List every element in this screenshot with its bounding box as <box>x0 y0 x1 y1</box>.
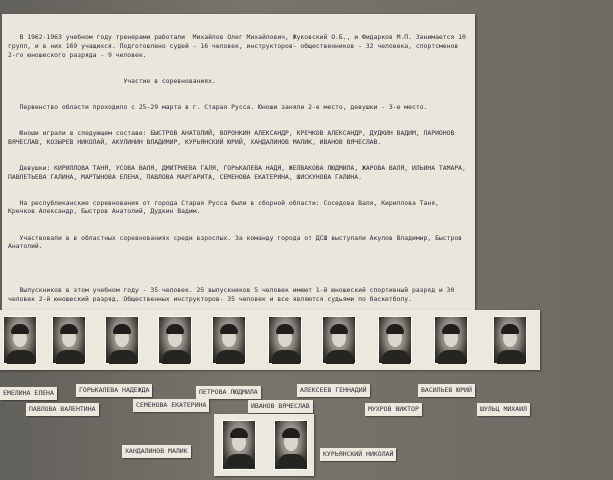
student-photo <box>274 420 308 470</box>
typed-report-sheet <box>2 14 475 310</box>
name-label: ВАСИЛЬЕВ ЮРИЙ <box>418 384 475 397</box>
name-label: ПЕТРОВА ЛЮДМИЛА <box>196 386 261 399</box>
name-label: ЕМЕЛИНА ЕЛЕНА <box>0 387 57 400</box>
student-photo <box>378 316 412 364</box>
name-label: СЕМЕНОВА ЕКАТЕРИНА <box>133 399 209 412</box>
student-photo <box>322 316 356 364</box>
student-photo <box>268 316 302 364</box>
name-label: АЛЕКСЕЕВ ГЕННАДИЙ <box>297 384 370 397</box>
student-photo <box>222 420 256 470</box>
name-label: ПАВЛОВА ВАЛЕНТИНА <box>26 403 99 416</box>
report-paragraph: На республиканские соревнования от города Старая Русса были в сборной области: Соседова Валя, Кириллова Таня, Кречков Александр, Быстров Анатолий, Дудкин Вадим. <box>8 198 443 216</box>
student-photo <box>52 316 86 364</box>
report-paragraph: Девушки: КИРИЛЛОВА ТАНЯ, УСОВА ВАЛЯ, ДМИТРИЕВА ГАЛЯ, ГОРЬКАЛЕВА НАДЯ, ЖЕЛВАКОВА ЛЮДМИЛА, ЖАРОВА ВАЛЯ, ИЛЬИНА ТАМАРА, ПАВЛЕТЬЕВА ГАЛИНА, МАРТЫНОВА ЕЛЕНА, ПАВЛОВА МАРГАРИТА, СЕМЕНОВА ЕКАТЕРИНА, ШИСКУНОВА ГАЛИНА. <box>8 163 470 181</box>
name-label: КУРЬЯНСКИЙ НИКОЛАЙ <box>320 448 396 461</box>
report-paragraph: Юноши играли в следующем составе: БЫСТРОВ АНАТОЛИЙ, ВОРОНКИН АЛЕКСАНДР, КРЕЧКОВ АЛЕКСАНДР, ДУДКИН ВАДИМ, ЛАРИОНОВ ВЯЧЕСЛАВ, КОЗЫРЕВ НИКОЛАЙ, АКУЛИНИН ВЛАДИМИР, КУРЬЯНСКИЙ ЮРИЙ, ХАНДАЛИНОВ МАЛИК, ИВАНОВ ВЯЧЕСЛАВ. <box>8 129 459 146</box>
report-paragraph: Участвовали в в областных соревнованиях среди взрослых. За команду города от ДСШ выступали Акулов Владимир, Быстров Анатолий. <box>8 233 466 251</box>
student-photo <box>105 316 139 364</box>
student-photo <box>493 316 527 364</box>
report-paragraph: В 1962-1963 учебном году тренерами работали Михайлов Олег Михайлович, Жуковский О.Б., и Фидарков М.П. Занимается 10 групп, и в них 169 учащихся. Подготовлено судей - 16 человек, инструкторов- общественников - 32 человека, спортсменов 2-го юношеского разряда - 9 человек. <box>8 33 470 59</box>
student-photo <box>158 316 192 364</box>
student-photo <box>434 316 468 364</box>
student-photo <box>212 316 246 364</box>
name-label: МУХРОВ ВИКТОР <box>365 403 422 416</box>
name-label: ШУЛЬЦ МИХАИЛ <box>477 403 530 416</box>
report-paragraph: Первенство области проходило с 25-29 марта в г. Старая Русса. Юноши заняли 2-е место, девушки - 3-е место. <box>8 103 428 112</box>
report-paragraph: Участие в соревнованиях. <box>8 76 216 85</box>
student-photo <box>3 316 37 364</box>
name-label: ГОРЬКАЛЕВА НАДЕЖДА <box>76 384 152 397</box>
report-paragraph: Выпускников в этом учебном году - 35 человек. 25 выпускников 5 человек имеют 1-й юношеский спортивный разряд и 30 человек 2-й юношеский разряд. Общественных инструкторов- 35 человек и все являются судьями по баскетболу. <box>8 285 459 303</box>
name-label: ИВАНОВ ВЯЧЕСЛАВ <box>248 400 313 413</box>
name-label: ХАНДАЛИНОВ МАЛИК <box>122 445 191 458</box>
